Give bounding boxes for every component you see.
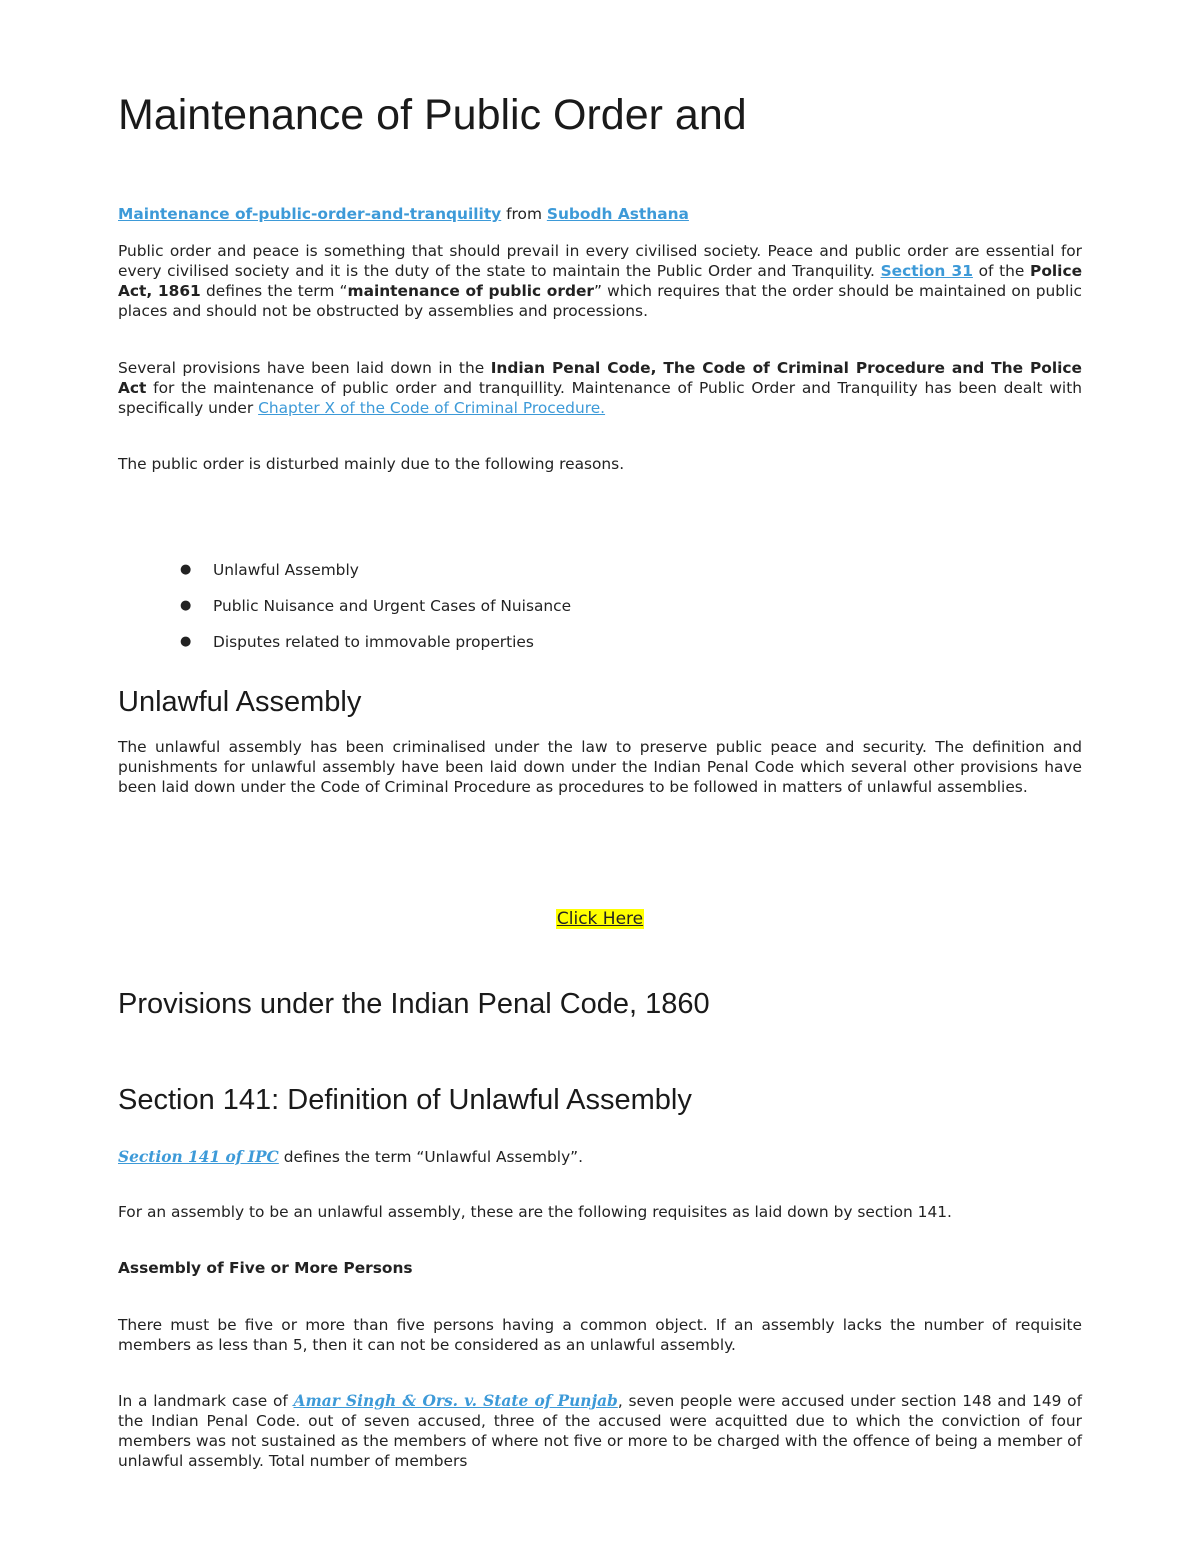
bullet-icon: ● xyxy=(180,562,192,577)
click-here-wrap xyxy=(118,909,1082,929)
page-title: Maintenance of Public Order and xyxy=(118,91,747,139)
intro-text-4: ” which requires that the order should be maintained on public places and should not be obstructed by assemblies and processions. xyxy=(118,282,1083,320)
intro-text-3: defines the term “ xyxy=(200,282,348,300)
section-141-defines xyxy=(118,1147,1082,1167)
five-persons-subheading xyxy=(118,1258,1082,1278)
provisions-text-2: for the maintenance of public order and tranquillity. Maintenance of Public Order and Tranquility has been dealt with specifically under xyxy=(118,379,1082,417)
codes-bold: Indian Penal Code, The Code of Criminal Procedure and The Police Act xyxy=(118,359,1082,397)
slideshow-link[interactable]: Maintenance of-public-order-and-tranquility xyxy=(118,205,502,223)
section-141-heading: Section 141: Definition of Unlawful Assembly xyxy=(118,1084,692,1116)
provisions-paragraph xyxy=(118,358,1082,418)
bullet-icon: ● xyxy=(180,634,192,649)
intro-text-2: of the xyxy=(972,262,1031,280)
five-persons-paragraph: There must be five or more than five persons having a common object. If an assembly lacks the number of requisite members as less than 5, then it can not be considered as an unlawful assembly. xyxy=(118,1316,1082,1354)
list-item xyxy=(118,560,1082,596)
list-item xyxy=(118,632,1082,668)
intro-paragraph xyxy=(118,241,1082,321)
defines-text: defines the term “Unlawful Assembly”. xyxy=(278,1148,584,1166)
chapter-x-link[interactable]: Chapter X of the Code of Criminal Procedure. xyxy=(258,399,606,417)
subheading-bold: Assembly of Five or More Persons xyxy=(118,1259,413,1277)
unlawful-assembly-heading: Unlawful Assembly xyxy=(118,686,362,718)
provisions-text-1: Several provisions have been laid down in the xyxy=(118,359,491,377)
ipc-heading: Provisions under the Indian Penal Code, 1860 xyxy=(118,988,710,1020)
case-text-2: , seven people were accused under section 148 and 149 of the Indian Penal Code. out of seven accused, three of the accused were acquitted due to which the conviction of four members was not sustained as the members of where not five or more to be charged with the offence of being a member of unlawful assembly. Total number of members xyxy=(118,1392,1083,1470)
list-item-label: Unlawful Assembly xyxy=(213,561,359,579)
amar-singh-case-link[interactable]: Amar Singh & Ors. v. State of Punjab xyxy=(293,1392,618,1410)
case-text-1: In a landmark case of xyxy=(118,1392,294,1410)
police-act-bold: Police Act, 1861 xyxy=(118,262,1083,300)
reasons-list xyxy=(118,560,1082,668)
bullet-icon: ● xyxy=(180,598,192,613)
section-141-link[interactable]: Section 141 of IPC xyxy=(118,1148,279,1166)
source-from-text: from xyxy=(506,205,542,223)
requisites-paragraph: For an assembly to be an unlawful assembly, these are the following requisites as laid down by section 141. xyxy=(118,1203,952,1221)
case-paragraph xyxy=(118,1391,1082,1471)
term-bold: maintenance of public order xyxy=(347,282,594,300)
source-line xyxy=(118,204,1082,224)
unlawful-assembly-paragraph: The unlawful assembly has been criminalised under the law to preserve public peace and security. The definition and punishments for unlawful assembly have been laid down under the Indian Penal Code which several other provisions have been laid down under the Code of Criminal Procedure as procedures to be followed in matters of unlawful assemblies. xyxy=(118,738,1082,796)
list-item xyxy=(118,596,1082,632)
click-here-link[interactable]: Click Here xyxy=(556,909,644,929)
list-item-label: Disputes related to immovable properties xyxy=(213,633,534,651)
intro-text-1: Public order and peace is something that should prevail in every civilised society. Peace and public order are essential for every civilised society and it is the duty of the state to maintain the Public Order and Tranquility. xyxy=(118,242,1082,280)
reasons-intro: The public order is disturbed mainly due to the following reasons. xyxy=(118,455,625,473)
section-31-link[interactable]: Section 31 xyxy=(880,262,973,280)
list-item-label: Public Nuisance and Urgent Cases of Nuisance xyxy=(213,597,572,615)
author-link[interactable]: Subodh Asthana xyxy=(546,205,689,223)
